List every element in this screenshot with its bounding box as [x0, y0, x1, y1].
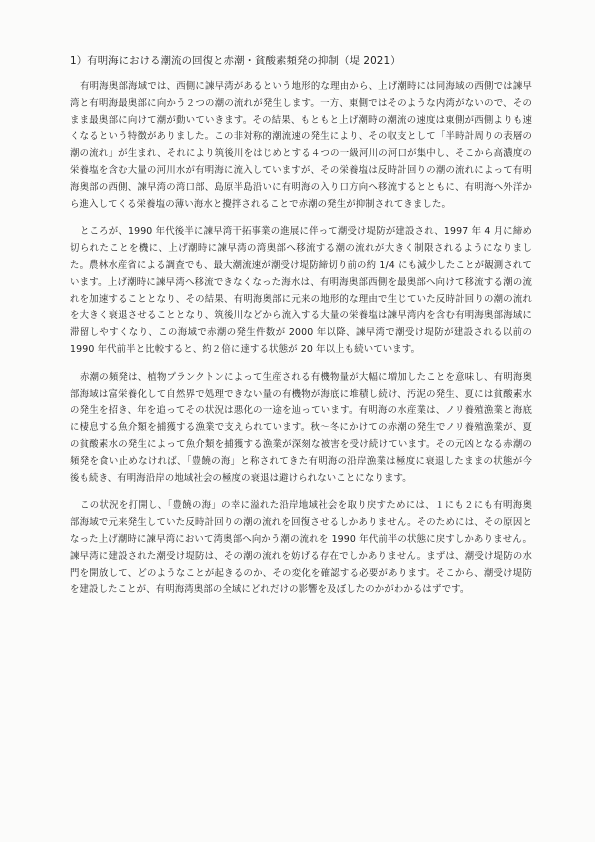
paragraph-3: 赤潮の頻発は、植物プランクトンによって生産される有機物量が大幅に増加したことを意味し、有明海奥部海域は富栄養化して自然界で処理できない量の有機物が海底に堆積し続け、汚泥の発生、夏には貧酸素水の発生を招き、年を追ってその状況は悪化の一途を辿っています。有明海の水産業は、ノリ養殖漁業と海底に棲息する魚介類を捕獲する漁業で支えられています。秋～冬にかけての赤潮の発生でノリ養殖漁業が、夏の貧酸素水の発生によって魚介類を捕獲する漁業が深刻な被害を受け続けています。その元凶となる赤潮の頻発を食い止めなければ、「豊饒の海」と称されてきた有明海の沿岸漁業は極度に衰退したままの状態が今後も続き、有明海沿岸の地域社会の極度の衰退は避けられないことになります。 — [70, 371, 532, 484]
paragraph-4: この状況を打開し、「豊饒の海」の幸に溢れた沿岸地域社会を取り戻すためには、１にも２にも有明海奥部海域で元来発生していた反時計回りの潮の流れを回復させるしかありません。そのためには、その原因となった上げ潮時に諫早湾において湾奥部へ向かう潮の流れを 1990 年代前半の状態に戻すしかありません。諫早湾に建設された潮受け堤防は、その潮の流れを妨げる存在でしかありません。まずは、潮受け堤防の水門を開放して、どのようなことが起きるのか、その変化を確認する必要があります。そこから、潮受け堤防を建設したことが、有明海湾奥部の全域にどれだけの影響を及ぼしたのかがわかるはずです。 — [70, 500, 532, 596]
paragraph-2: ところが、1990 年代後半に諫早湾干拓事業の進展に伴って潮受け堤防が建設され、1997 年 4 月に締め切られたことを機に、上げ潮時に諫早湾の湾奥部へ移流する潮の流れが大きく制限されるようになりました。農林水産省による調査でも、最大潮流速が潮受け堤防締切り前の約 1/4 にも減少したことが観測されています。上げ潮時に諫早湾へ移流できなくなった海水は、有明海奥部西側を最奥部へ向けて移流する潮の流れを加速することとなり、その結果、有明海奥部に元来の地形的な理由で生じていた反時計回りの潮の流れを大きく衰退させることとなり、筑後川などから流入する大量の栄養塩は諫早湾内を含む有明海奥部海域に滞留しやすくなり、この海域で赤潮の発生件数が 2000 年以降、諫早湾で潮受け堤防が建設される以前の 1990 年代前半と比較すると、約２倍に達する状態が 20 年以上も続いています。 — [70, 226, 532, 355]
paragraph-1: 有明海奥部海域では、西側に諫早湾があるという地形的な理由から、上げ潮時には同海域の西側では諫早湾と有明海最奥部に向かう２つの潮の流れが発生します。一方、東側ではそのような内湾がないので、そのまま最奥部に向けて潮が動いていきます。その結果、もともと上げ潮時の潮流の速度は東側が西側よりも速くなるという特徴がありました。この非対称的潮流速の発生により、その収支として「半時計周りの表層の潮の流れ」が生まれ、それにより筑後川をはじめとする４つの一級河川の河口が集中し、そこから高濃度の栄養塩を含む大量の河川水が有明海に流入していますが、その栄養塩は反時計回りの潮の流れによって有明海奥部の西側、諫早湾の湾口部、島原半島沿いに有明海の入り口方向へ移流するとともに、有明海へ外洋から進入してくる栄養塩の薄い海水と攪拌されることで赤潮の発生が抑制されてきました。 — [70, 81, 532, 210]
document-body — [70, 79, 532, 610]
section-heading: 1）有明海における潮流の回復と赤潮・貧酸素頻発の抑制（堤 2021） — [70, 55, 401, 67]
